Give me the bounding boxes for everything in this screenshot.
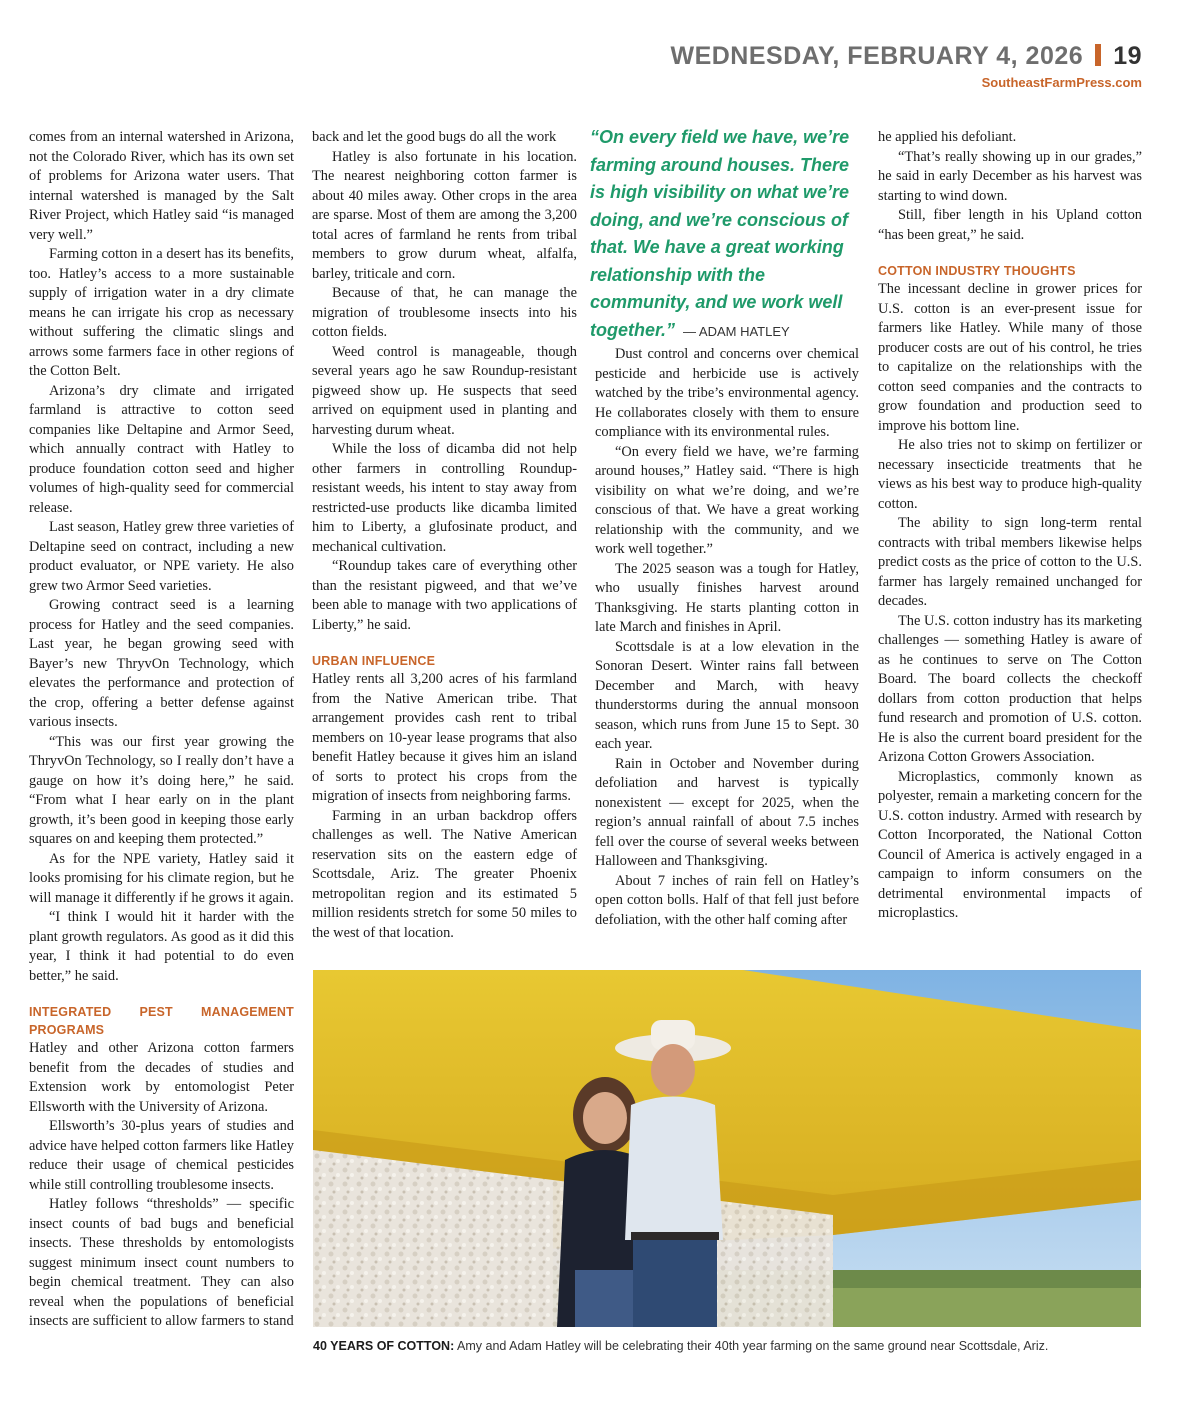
- paragraph: comes from an internal watershed in Arizona, not the Colorado River, which has its own set of problems for Arizona water users. That internal watershed is managed by the Salt River Project, which Hatley said “is managed very well.”: [29, 129, 294, 243]
- paragraph: Growing contract seed is a learning process for Hatley and the seed companies. Last year, he began growing seed with Bayer’s new ThryvOn Technology, which elevates the performance and protection of the crop, offering a better defense against various insects.: [29, 597, 294, 730]
- paragraph: “Roundup takes care of everything other than the resistant pigweed, and that we’ve been able to manage with two applications of Liberty,” he said.: [312, 558, 577, 633]
- header-divider: [1095, 44, 1101, 66]
- paragraph: Weed control is manageable, though several years ago he saw Roundup-resistant pigweed show up. He suspects that seed arrived on equipment used in planting and harvesting durum wheat.: [312, 343, 577, 438]
- paragraph: “That’s really showing up in our grades,” he said in early December as his harvest was starting to wind down.: [878, 148, 1142, 204]
- paragraph: The incessant decline in grower prices for U.S. cotton is an ever-present issue for farmers like Hatley. While many of those producer costs are out of his control, he tries to capitalize on the relationships with the cotton seed companies and the contracts to grow foundation and production seed to improve his bottom line.: [878, 281, 1142, 434]
- paragraph: back and let the good bugs do all the work: [312, 129, 557, 145]
- paragraph: Hatley and other Arizona cotton farmers benefit from the decades of studies and Extension work by entomologist Peter Ellsworth with the University of Arizona.: [29, 1040, 294, 1115]
- paragraph: Scottsdale is at a low elevation in the Sonoran Desert. Winter rains fall between December and March, with heavy thunderstorms during the annual monsoon season, which runs from June 15 to Sept. 30 each year.: [595, 638, 859, 752]
- paragraph: About 7 inches of rain fell on Hatley’s open cotton bolls. Half of that fell just before defoliation, with the other half coming after: [595, 872, 859, 928]
- pull-quote: [590, 124, 865, 345]
- paragraph: While the loss of dicamba did not help other farmers in controlling Roundup-resistant weeds, his intent to stay away from restricted-use products like dicamba limited him to Liberty, a glufosinate product, and mechanical cultivation.: [312, 441, 577, 555]
- article-column-2: [312, 128, 577, 943]
- issue-date: WEDNESDAY, FEBRUARY 4, 2026: [670, 42, 1084, 70]
- pull-quote-attribution: — ADAM HATLEY: [683, 323, 790, 339]
- paragraph: Last season, Hatley grew three varieties of Deltapine seed on contract, including a new product evaluator, or NPE variety. He also grew two Armor Seed varieties.: [29, 519, 294, 594]
- paragraph: he applied his defoliant.: [878, 129, 1017, 145]
- page-number: 19: [1113, 42, 1142, 70]
- paragraph: Still, fiber length in his Upland cotton “has been great,” he said.: [878, 207, 1142, 243]
- paragraph: “I think I would hit it harder with the plant growth regulators. As good as it did this year, I think it had potential to do even better,” he said.: [29, 909, 294, 984]
- article-column-4: [878, 128, 1142, 924]
- paragraph: Farming in an urban backdrop offers challenges as well. The Native American reservation sits on the eastern edge of Scottsdale, Ariz. The greater Phoenix metropolitan region and its estimated 5 million residents stretch for some 50 miles to the west of that location.: [312, 807, 577, 941]
- photo-caption: [313, 1339, 1141, 1353]
- section-subhead-urban: URBAN INFLUENCE: [312, 654, 436, 668]
- section-subhead-industry: COTTON INDUSTRY THOUGHTS: [878, 264, 1076, 278]
- article-column-3: [595, 345, 859, 930]
- paragraph: “This was our first year growing the ThryvOn Technology, so I really don’t have a gauge on how it’s doing here,” he said. “From what I hear early on in the plant growth, it’s been good in keeping those early squares on and keeping them protected.”: [29, 733, 294, 847]
- page-header: [670, 42, 1142, 90]
- section-subhead-ipm: INTEGRATED PEST MANAGEMENT PROGRAMS: [29, 1005, 294, 1037]
- paragraph: The U.S. cotton industry has its marketing challenges — something Hatley is aware of as he continues to serve on The Cotton Board. The board collects the checkoff dollars from cotton production that helps fund research and promotion of U.S. cotton. He is also the current board president for the Arizona Cotton Growers Association.: [878, 612, 1142, 765]
- paragraph: Hatley is also fortunate in his location. The nearest neighboring cotton farmer is about 40 miles away. Other crops in the area are sparse. Most of them are among the 3,200 total acres of farmland he rents from tribal members to grow durum wheat, alfalfa, barley, triticale and corn.: [312, 148, 577, 282]
- paragraph: The 2025 season was a tough for Hatley, who usually finishes harvest around Thanksgiving. He starts planting cotton in late March and finishes in April.: [595, 560, 859, 635]
- paragraph: Dust control and concerns over chemical pesticide and herbicide use is actively watched by the tribe’s environmental agency. He collaborates closely with them to ensure compliance with its environmental rules.: [595, 346, 859, 440]
- pull-quote-text: “On every field we have, we’re farming around houses. There is high visibility on what we’re doing, and we’re conscious of that. We have a great working relationship with the community, and we work well together.”: [590, 127, 850, 340]
- paragraph: He also tries not to skimp on fertilizer or necessary insecticide treatments that he views as his best way to produce high-quality cotton.: [878, 437, 1142, 512]
- paragraph: Hatley rents all 3,200 acres of his farmland from the Native American tribe. That arrangement provides cash rent to tribal members on 10-year lease programs that also benefit Hatley because it gives him an island of sorts to protect his crops from the migration of insects from neighboring farms.: [312, 671, 577, 804]
- paragraph: Because of that, he can manage the migration of troublesome insects into his cotton fields.: [312, 285, 577, 340]
- article-column-1: [29, 128, 294, 1332]
- paragraph: “On every field we have, we’re farming around houses,” Hatley said. “There is high visibility on what we’re doing, and we’re conscious of that. We have a great working relationship with the community, and we work well together.”: [595, 443, 859, 557]
- paragraph: Arizona’s dry climate and irrigated farmland is attractive to cotton seed companies like Deltapine and Armor Seed, which annually contract with Hatley to produce foundation cotton seed and higher volumes of high-quality seed for commercial release.: [29, 382, 294, 516]
- photo-illustration: [313, 970, 1141, 1327]
- site-url[interactable]: SoutheastFarmPress.com: [981, 75, 1142, 90]
- header-line: [670, 42, 1142, 71]
- paragraph: Farming cotton in a desert has its benefits, too. Hatley’s access to a more sustainable supply of irrigation water in a dry climate means he can irrigate his crop as necessary without suffering the climatic slings and arrows some farmers face in other regions of the Cotton Belt.: [29, 246, 294, 379]
- paragraph: Ellsworth’s 30-plus years of studies and advice have helped cotton farmers like Hatley reduce their usage of chemical pesticides while still controlling troublesome insects.: [29, 1118, 294, 1193]
- cotton-module: [313, 1150, 553, 1327]
- paragraph: The ability to sign long-term rental contracts with tribal members likewise helps predict costs as the price of cotton to the U.S. farmer has largely remained unchanged for decades.: [878, 515, 1142, 609]
- feature-photo: [313, 970, 1141, 1327]
- paragraph: Hatley follows “thresholds” — specific insect counts of bad bugs and beneficial insects. These thresholds by entomologists suggest minimum insect count numbers to begin chemical treatment. They can also reveal when the populations of beneficial insects are sufficient to allow farmers to stand: [29, 1196, 294, 1329]
- paragraph: As for the NPE variety, Hatley said it looks promising for his climate region, but he will manage it differently if he grows it again.: [29, 850, 294, 906]
- paragraph: Microplastics, commonly known as polyester, remain a marketing concern for the U.S. cotton industry. Armed with research by Cotton Incorporated, the National Cotton Council of America is actively engaged in a campaign to inform consumers on the detrimental environmental impacts of microplastics.: [878, 768, 1142, 921]
- paragraph: Rain in October and November during defoliation and harvest is typically nonexistent — except for 2025, when the region’s annual rainfall of about 7.5 inches fell over the course of several weeks between Halloween and Thanksgiving.: [595, 755, 859, 869]
- caption-text: Amy and Adam Hatley will be celebrating their 40th year farming on the same ground near Scottsdale, Ariz.: [457, 1339, 1049, 1353]
- caption-lead: 40 YEARS OF COTTON:: [313, 1339, 455, 1353]
